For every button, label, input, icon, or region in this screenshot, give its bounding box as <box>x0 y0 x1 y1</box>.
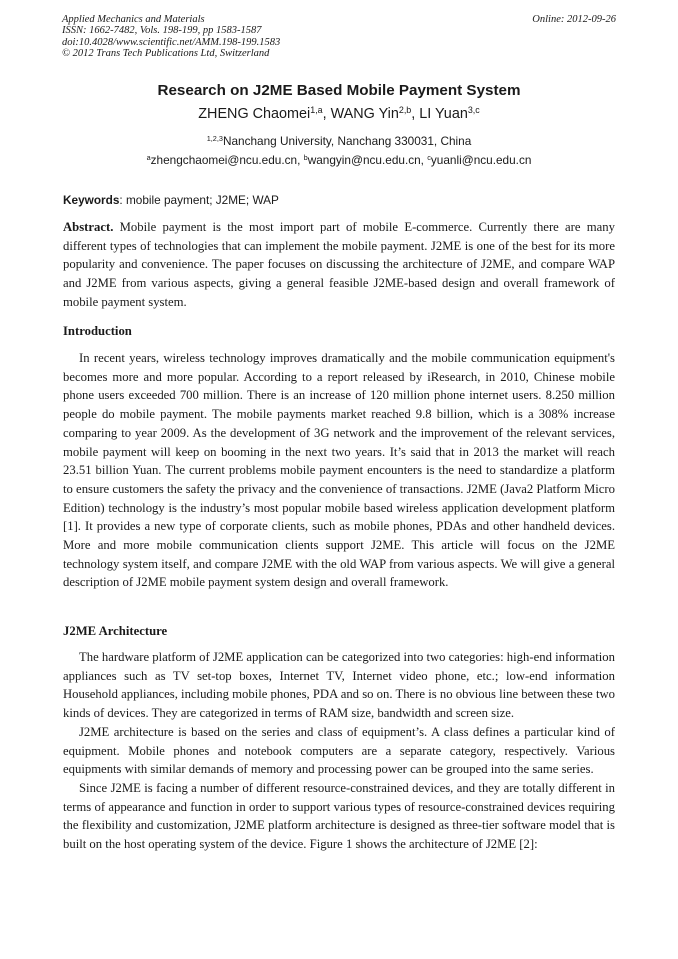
email-address: zhengchaomei@ncu.edu.cn, <box>150 153 304 167</box>
doi-line: doi:10.4028/www.scientific.net/AMM.198-199.1583 <box>62 36 281 48</box>
author-name: ZHENG Chaomei <box>198 106 311 122</box>
author-separator: , <box>322 106 331 122</box>
email-line <box>0 153 678 167</box>
author-superscript: 1,a <box>310 105 323 116</box>
email-superscript: b <box>303 152 308 162</box>
keywords-text: : mobile payment; J2ME; WAP <box>119 193 279 207</box>
architecture-paragraph: Since J2ME is facing a number of different resource-constrained devices, and they are totally different in terms of appearance and function in order to support various types of resource-constrained devices requiring the flexibility and customization, J2ME platform architecture is designed as three-tier software model that is built on the host operating system of the device. Figure 1 shows the architecture of J2ME [2]: <box>63 780 615 852</box>
affiliation-superscript: 1,2,3 <box>206 133 223 143</box>
affiliation-text: Nanchang University, Nanchang 330031, China <box>222 134 472 148</box>
introduction-paragraph: In recent years, wireless technology improves dramatically and the mobile communication equipment's becomes more and more popular. According to a report released by iResearch, in 2010, Chinese mobile phone users exceeded 700 million. There is an increase of 120 million phone internet users. 8.250 million people do mobile payment. The mobile payments market reached 9.8 billion, which is a 308% increase comparing to year 2009. As the development of 3G network and the improvement of the relevant services, mobile payment will keep on booming in the next two years. It’s said that in 2013 the market will reach 23.51 billion Yuan. The current problems mobile payment encounters is the need to standardize a platform to ensure customers the safety the privacy and the convenience of transactions. J2ME (Java2 Platform Micro Edition) technology is the industry’s most popular mobile based wireless application development platform [1]. It provides a new type of corporate clients, such as mobile phones, PDAs and other handheld devices. More and more mobile communication clients support J2ME. This article will focus on the J2ME technology system itself, and compare J2ME with the old WAP from various aspects. We will give a general description of J2ME mobile payment system design and overall framework. <box>63 351 615 590</box>
email-address: yuanli@ncu.edu.cn <box>430 153 532 167</box>
architecture-paragraph: The hardware platform of J2ME application can be categorized into two categories: high-end information appliances such as TV set-top boxes, Internet TV, Internet video phone, etc.; low-end information Household appliances, including mobile phones, PDA and so on. There is no obvious line between these two kinds of devices. They are categorized in terms of RAM size, bandwidth and screen size. <box>63 650 615 721</box>
paper-title: Research on J2ME Based Mobile Payment System <box>157 82 521 99</box>
author-name: LI Yuan <box>419 106 468 122</box>
author-name: WANG Yin <box>330 106 399 122</box>
keywords-label: Keywords <box>63 193 120 207</box>
author-line <box>0 106 678 122</box>
author-superscript: 3,c <box>467 105 480 116</box>
affiliation-line <box>0 134 678 148</box>
copyright-line: © 2012 Trans Tech Publications Ltd, Switzerland <box>62 48 270 60</box>
architecture-paragraph: J2ME architecture is based on the series and class of equipment’s. A class defines a particular kind of equipment. Mobile phones and notebook computers are a separate category, respectively. Various equipments with similar demands of memory and processing power can be grouped into the same series. <box>63 724 615 777</box>
abstract-text: Mobile payment is the most import part of mobile E-commerce. Currently there are many different types of technologies that can implement the mobile payment. J2ME is one of the best for its more popularity and convenience. The paper focuses on discussing the architecture of J2ME, and compare WAP and J2ME from various aspects, giving a general feasible J2ME-based design and overall framework of mobile payment system. <box>63 220 615 309</box>
issn-line: ISSN: 1662-7482, Vols. 198-199, pp 1583-1587 <box>62 25 262 37</box>
abstract-label: Abstract. <box>63 220 114 234</box>
journal-name: Applied Mechanics and Materials <box>62 14 205 25</box>
introduction-body <box>63 349 615 592</box>
introduction-heading: Introduction <box>63 324 132 338</box>
email-superscript: a <box>146 152 151 162</box>
online-date: Online: 2012-09-26 <box>532 14 616 25</box>
author-superscript: 2,b <box>398 105 412 116</box>
journal-header <box>62 14 616 60</box>
abstract-block <box>63 218 615 312</box>
email-address: wangyin@ncu.edu.cn, <box>307 153 428 167</box>
architecture-body <box>63 648 615 854</box>
email-superscript: c <box>427 152 431 162</box>
keywords-line <box>63 193 615 207</box>
author-separator: , <box>411 106 420 122</box>
architecture-heading: J2ME Architecture <box>63 624 168 638</box>
